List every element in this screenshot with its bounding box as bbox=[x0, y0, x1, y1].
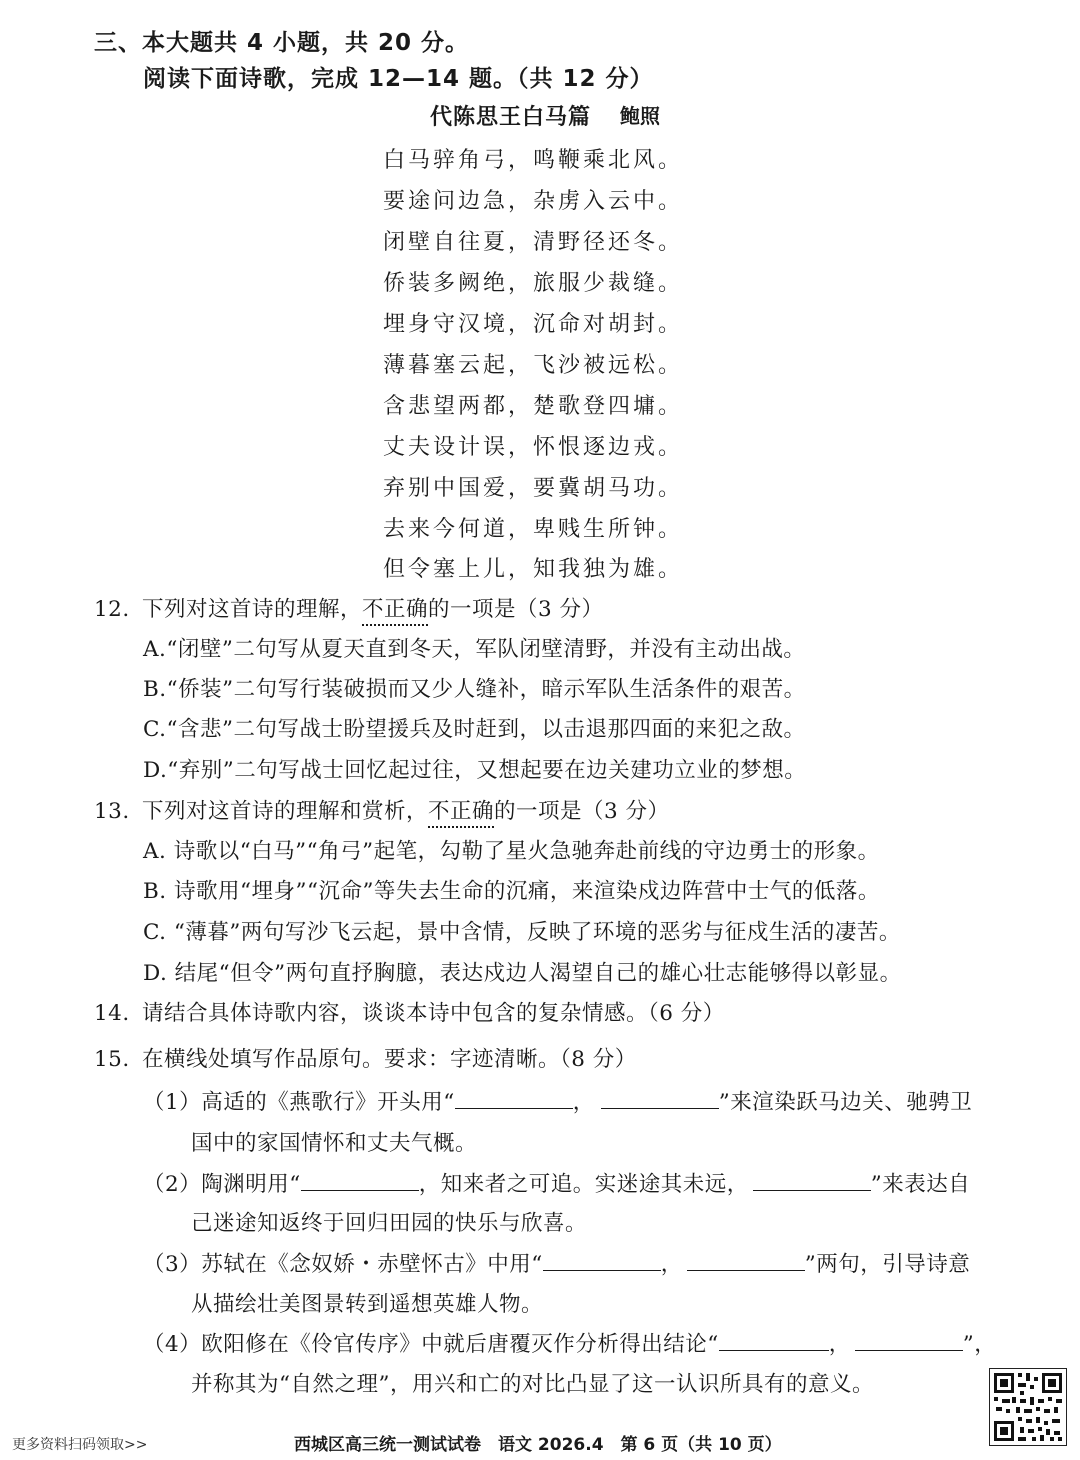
poem-line: 含悲望两都，楚歌登四墉。 bbox=[383, 394, 684, 419]
question-15-item-2-cont: 己迷途知返终于回归田园的快乐与欣喜。 bbox=[191, 1211, 588, 1236]
question-12-option-c: C.“含悲”二句写战士盼望援兵及时赶到，以击退那四面的来犯之敌。 bbox=[143, 717, 806, 742]
question-13-option-b: B. 诗歌用“埋身”“沉命”等失去生命的沉痛，来渲染戍边阵营中士气的低落。 bbox=[143, 879, 880, 904]
poem-line: 丈夫设计误，怀恨逐边戎。 bbox=[383, 435, 684, 460]
poem-title: 代陈思王白马篇 bbox=[430, 105, 592, 130]
footer-scan-prompt[interactable]: 更多资料扫码领取>> bbox=[12, 1437, 148, 1453]
answer-blank[interactable] bbox=[301, 1170, 419, 1191]
question-14: 14. 请结合具体诗歌内容，谈谈本诗中包含的复杂情感。（6 分） bbox=[94, 1001, 725, 1026]
poem-line: 薄暮塞云起，飞沙被远松。 bbox=[383, 353, 684, 378]
question-13-option-a: A. 诗歌以“白马”“角弓”起笔，勾勒了星火急驰奔赴前线的守边勇士的形象。 bbox=[143, 839, 880, 864]
question-15-item-3-cont: 从描绘壮美图景转到遥想英雄人物。 bbox=[191, 1292, 544, 1317]
question-15-item-1: （1）高适的《燕歌行》开头用“ ， ”来渲染跃马边关、驰骋卫 bbox=[143, 1090, 973, 1115]
poem-line: 要途问边急，杂虏入云中。 bbox=[383, 189, 684, 214]
footer-page-info: 西城区高三统一测试试卷 语文 2026.4 第 6 页（共 10 页） bbox=[294, 1435, 782, 1455]
question-15-item-3: （3）苏轼在《念奴娇・赤壁怀古》中用“ ， ”两句，引导诗意 bbox=[143, 1252, 971, 1277]
answer-blank[interactable] bbox=[543, 1250, 661, 1271]
question-15-item-1-cont: 国中的家国情怀和丈夫气概。 bbox=[191, 1131, 478, 1156]
answer-blank[interactable] bbox=[687, 1250, 805, 1271]
poem-line: 埋身守汉境，沉命对胡封。 bbox=[383, 312, 684, 337]
question-13-stem: 13. 下列对这首诗的理解和赏析，不正确的一项是（3 分） bbox=[94, 799, 670, 824]
question-13-option-d: D. 结尾“但令”两句直抒胸臆，表达戍边人渴望自己的雄心壮志能够得以彰显。 bbox=[143, 961, 902, 986]
question-12-option-a: A.“闭壁”二句写从夏天直到冬天，军队闭壁清野，并没有主动出战。 bbox=[143, 637, 806, 662]
poem-line: 侨装多阙绝，旅服少裁缝。 bbox=[383, 271, 684, 296]
emphasis-mark: 不正确 bbox=[362, 597, 429, 622]
section-instruction: 阅读下面诗歌，完成 12—14 题。（共 12 分） bbox=[143, 66, 654, 92]
question-15-item-4: （4）欧阳修在《伶官传序》中就后唐覆灭作分析得出结论“ ， ”， bbox=[143, 1332, 997, 1357]
answer-blank[interactable] bbox=[455, 1088, 573, 1109]
answer-blank[interactable] bbox=[753, 1170, 871, 1191]
poem-line: 弃别中国爱，要冀胡马功。 bbox=[383, 476, 684, 501]
question-number: 14. bbox=[94, 1001, 130, 1026]
question-number: 13. bbox=[94, 799, 130, 824]
poem-line: 但令塞上儿，知我独为雄。 bbox=[383, 557, 684, 582]
poem-line: 闭壁自往夏，清野径还冬。 bbox=[383, 230, 684, 255]
question-12-option-d: D.“弃别”二句写战士回忆起过往，又想起要在边关建功立业的梦想。 bbox=[143, 758, 807, 783]
question-15-item-4-cont: 并称其为“自然之理”，用兴和亡的对比凸显了这一认识所具有的意义。 bbox=[191, 1372, 874, 1397]
poem-author: 鲍照 bbox=[620, 104, 660, 128]
question-number: 12. bbox=[94, 597, 130, 622]
emphasis-mark: 不正确 bbox=[428, 799, 495, 824]
question-12-stem: 12. 下列对这首诗的理解，不正确的一项是（3 分） bbox=[94, 597, 604, 622]
qr-code[interactable] bbox=[989, 1368, 1067, 1446]
answer-blank[interactable] bbox=[855, 1330, 963, 1351]
poem-line: 白马骍角弓，鸣鞭乘北风。 bbox=[383, 148, 684, 173]
question-15-stem: 15. 在横线处填写作品原句。要求：字迹清晰。（8 分） bbox=[94, 1047, 637, 1072]
qr-code-icon bbox=[990, 1369, 1066, 1445]
answer-blank[interactable] bbox=[601, 1088, 719, 1109]
question-12-option-b: B.“侨装”二句写行装破损而又少人缝补，暗示军队生活条件的艰苦。 bbox=[143, 677, 806, 702]
poem-line: 去来今何道，卑贱生所钟。 bbox=[383, 517, 684, 542]
section-heading: 三、本大题共 4 小题，共 20 分。 bbox=[94, 30, 470, 56]
answer-blank[interactable] bbox=[719, 1330, 829, 1351]
question-13-option-c: C. “薄暮”两句写沙飞云起，景中含情，反映了环境的恶劣与征戍生活的凄苦。 bbox=[143, 920, 901, 945]
question-number: 15. bbox=[94, 1047, 130, 1072]
question-15-item-2: （2）陶渊明用“ ，知来者之可追。实迷途其未远， ”来表达自 bbox=[143, 1172, 971, 1197]
